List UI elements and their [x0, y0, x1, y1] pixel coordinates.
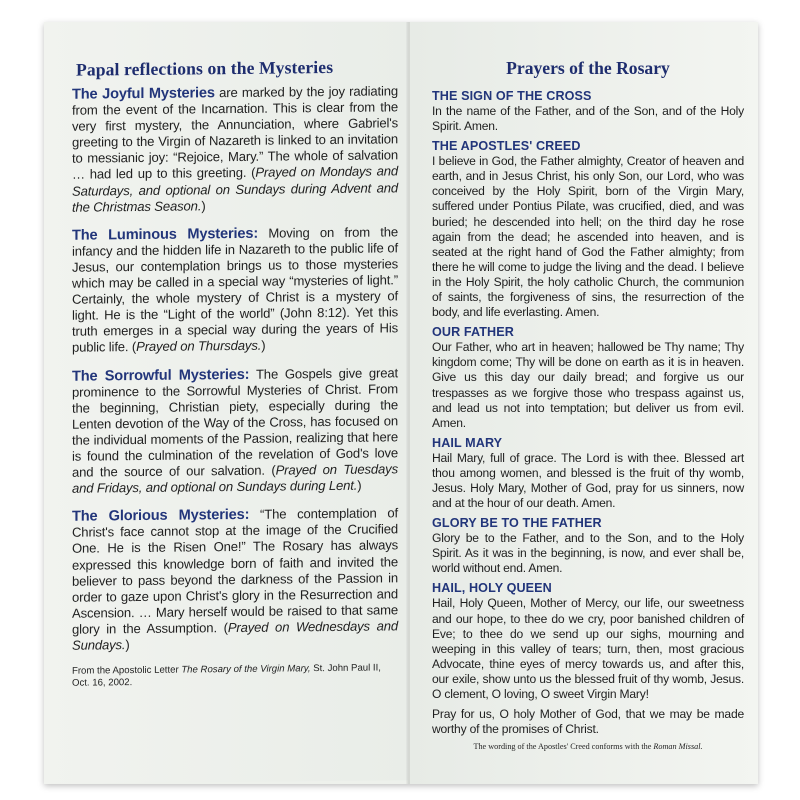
pamphlet: [44, 22, 758, 784]
footnote-work-title: Roman Missal.: [653, 742, 703, 752]
glorious-mysteries-heading: The Glorious Mysteries:: [72, 507, 250, 525]
sorrowful-mysteries-paragraph: The Sorrowful Mysteries: The Gospels give great prominence to the Sorrowful Mysteries of Christ. From the beginning, Christian piety, especially during the Lenten devotion of the Way of the Cross, has focused on the individual moments of the Passion, realizing that here is found the culmination of the revelation of God's love and the source of our salvation. (Prayed on Tuesdays and Fridays, and optional on Sundays during Lent.): [72, 364, 398, 496]
source-citation: From the Apostolic Letter The Rosary of the Virgin Mary, St. John Paul II, Oct. 16, 2002.: [72, 662, 381, 689]
glory-be-text: Glory be to the Father, and to the Son, and to the Holy Spirit. As it was in the beginning, is now, and ever shall be, world without end. Amen.: [432, 531, 744, 576]
glory-be-heading: GLORY BE TO THE FATHER: [432, 516, 602, 531]
hail-holy-queen-heading: HAIL, HOLY QUEEN: [432, 581, 552, 596]
source-work-title: The Rosary of the Virgin Mary,: [181, 663, 311, 676]
sign-of-the-cross-text: In the name of the Father, and of the Son, and of the Holy Spirit. Amen.: [432, 104, 744, 134]
sorrowful-mysteries-text: The Gospels give great prominence to the Sorrowful Mysteries of Christ. From the beginning, Christian piety, especially during the Lenten devotion of the Way of the Cross, has focused on the individual moments of the Passion, realizing that here is found the culmination of the revelation of God's love and the source of our salvation. (: [72, 364, 398, 480]
hail-mary-heading: HAIL MARY: [432, 435, 503, 450]
joyful-mysteries-note: Prayed on Mondays and Saturdays, and optional on Sundays during Advent and the Christmas Season.: [72, 163, 398, 215]
luminous-mysteries-note: Prayed on Thursdays.: [136, 338, 262, 355]
sorrowful-mysteries-note: Prayed on Tuesdays and Fridays, and optional on Sundays during Lent.: [72, 461, 398, 496]
left-page: [44, 22, 408, 784]
glorious-mysteries-text: “The contemplation of Christ's face cannot stop at the image of the Crucified One. He is the Risen One!” The Rosary has always expressed this knowledge born of faith and invited the believer to pass beyond the darkness of the Passion in order to gaze upon Christ's glory in the Resurrection and Ascension. … Mary herself would be raised to that same glory in the Assumption. (: [72, 505, 399, 637]
glorious-mysteries-paragraph: The Glorious Mysteries: “The contemplation of Christ's face cannot stop at the image of the Crucified One. He is the Risen One!” The Rosary has always expressed this knowledge born of faith and invited the believer to pass beyond the darkness of the Passion in order to gaze upon Christ's glory in the Resurrection and Ascension. … Mary herself would be raised to that same glory in the Assumption. (Prayed on Wednesdays and Sundays.): [72, 505, 399, 653]
closing-prayer-text: Pray for us, O holy Mother of God, that we may be made worthy of the promises of Christ.: [432, 707, 744, 737]
joyful-mysteries-text: are marked by the joy radiating from the event of the Incarnation. This is clear from the very first mystery, the Annunciation, where Gabriel's greeting to the Virgin of Nazareth is linked to an invitation to messianic joy: “Rejoice, Mary.” The whole of salvation … had led up to this greeting. (: [72, 83, 398, 183]
our-father-heading: OUR FATHER: [432, 325, 514, 340]
right-page: [410, 22, 758, 784]
sign-of-the-cross-heading: THE SIGN OF THE CROSS: [432, 89, 592, 103]
prayers-title: Prayers of the Rosary: [506, 58, 670, 78]
joyful-mysteries-paragraph: The Joyful Mysteries are marked by the joy radiating from the event of the Incarnation. This is clear from the very first mystery, the Annunciation, where Gabriel's greeting to the Virgin of Nazareth is linked to an invitation to messianic joy: “Rejoice, Mary.” The whole of salvation … had led up to this greeting. (Prayed on Mondays and Saturdays, and optional on Sundays during Advent and the Christmas Season.): [72, 83, 398, 215]
apostles-creed-text: I believe in God, the Father almighty, Creator of heaven and earth, and in Jesus Christ, his only Son, our Lord, who was conceived by the Holy Spirit, born of the Virgin Mary, suffered under Pontius Pilate, was crucified, died, and was buried; he descended into hell; on the third day he rose again from the dead; he ascended into heaven, and is seated at the right hand of God the Father almighty; from there he will come to judge the living and the dead. I believe in the Holy Spirit, the holy catholic Church, the communion of saints, the forgiveness of sins, the resurrection of the body, and life everlasting. Amen.: [432, 154, 744, 320]
glorious-mysteries-note: Prayed on Wednesdays and Sundays.: [72, 618, 398, 653]
luminous-mysteries-heading: The Luminous Mysteries:: [72, 225, 259, 244]
luminous-mysteries-text: Moving on from the infancy and the hidden life in Nazareth to the public life of Jesus, our contemplation brings us to those mysteries which may be called in a special way “mysteries of light.” Certainly, the whole mystery of Christ is a mystery of light. He is the “Light of the world” (John 8:12). Yet this truth emerges in a special way during the years of His public life. (: [72, 224, 398, 356]
creed-footnote: The wording of the Apostles' Creed conforms with the Roman Missal.: [473, 742, 703, 752]
sorrowful-mysteries-heading: The Sorrowful Mysteries:: [72, 366, 250, 385]
luminous-mysteries-paragraph: The Luminous Mysteries: Moving on from the infancy and the hidden life in Nazareth to the public life of Jesus, our contemplation brings us to those mysteries which may be called in a special way “mysteries of light.” Certainly, the whole mystery of Christ is a mystery of light. He is the “Light of the world” (John 8:12). Yet this truth emerges in a special way during the years of His public life. (Prayed on Thursdays.): [72, 224, 398, 356]
reflections-title: Papal reflections on the Mysteries: [76, 56, 334, 80]
joyful-mysteries-heading: The Joyful Mysteries: [72, 85, 215, 103]
our-father-text: Our Father, who art in heaven; hallowed be Thy name; Thy kingdom come; Thy will be done on earth as it is in heaven. Give us this day our daily bread; and forgive us our trespasses as we forgive those who trespass against us, and lead us not into temptation; but deliver us from evil. Amen.: [432, 340, 744, 430]
apostles-creed-heading: THE APOSTLES' CREED: [432, 139, 581, 154]
hail-holy-queen-text: Hail, Holy Queen, Mother of Mercy, our life, our sweetness and our hope, to thee do we cry, poor banished children of Eve; to thee do we send up our sighs, mourning and weeping in this valley of tears; turn, then, most gracious Advocate, thine eyes of mercy towards us, and after this, our exile, show unto us the blessed fruit of thy womb, Jesus. O clement, O loving, O sweet Virgin Mary!: [432, 596, 744, 701]
hail-mary-text: Hail Mary, full of grace. The Lord is with thee. Blessed art thou among women, and blessed is the fruit of thy womb, Jesus. Holy Mary, Mother of God, pray for us sinners, now and at the hour of our death. Amen.: [432, 450, 744, 511]
